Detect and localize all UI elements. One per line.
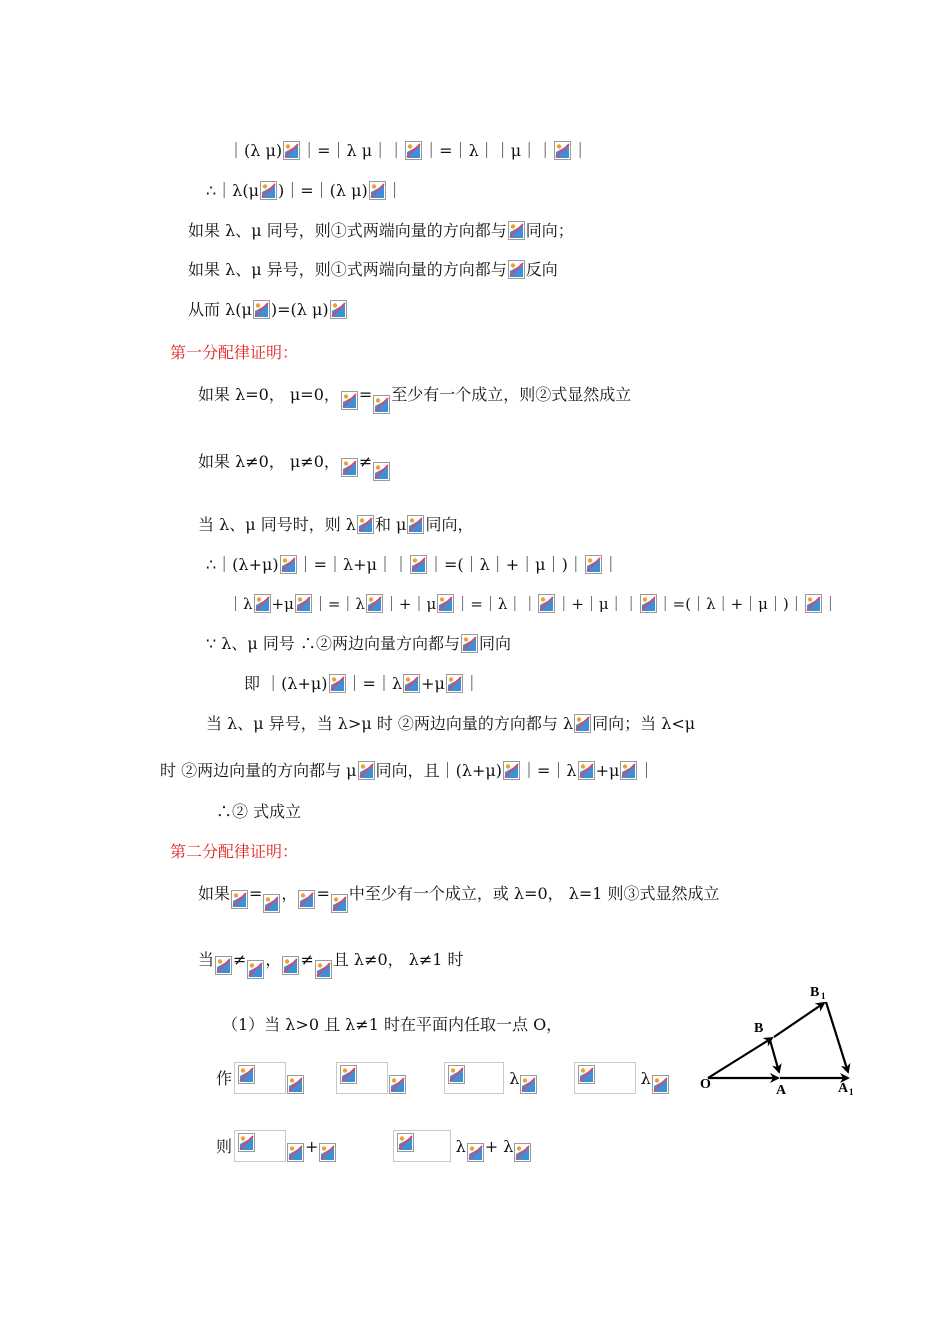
broken-image-icon xyxy=(397,1133,414,1152)
broken-image-icon xyxy=(574,714,591,733)
equation-line-10: ｜λ +μ ｜=｜λ ｜+｜μ ｜=｜λ｜｜ ｜+｜μ｜｜ ｜=(｜λ｜+｜μ｜)｜ ｜ xyxy=(228,595,838,613)
section-heading-first-distributive: 第一分配律证明： xyxy=(170,343,299,362)
broken-image-icon xyxy=(508,260,525,279)
broken-image-icon xyxy=(369,181,386,200)
text-line-17: 当 ≠ ， ≠ 且 λ≠0， λ≠1 时 xyxy=(198,950,464,979)
equation-line-1: ｜(λ μ) ｜=｜λ μ｜｜ ｜=｜λ｜｜μ｜｜ ｜ xyxy=(228,141,589,160)
broken-image-icon xyxy=(578,761,595,780)
vector-diagram xyxy=(700,980,870,1100)
text-line-7: 如果 λ≠0， μ≠0， ≠ xyxy=(198,452,391,481)
broken-image-icon xyxy=(578,1065,595,1084)
broken-image-icon xyxy=(358,761,375,780)
text-line-6: 如果 λ=0， μ=0， = 至少有一个成立，则②式显然成立 xyxy=(198,385,631,414)
image-placeholder-box xyxy=(234,1062,286,1094)
broken-image-icon xyxy=(410,555,427,574)
broken-image-icon xyxy=(254,594,271,613)
broken-image-icon xyxy=(503,761,520,780)
broken-image-icon xyxy=(238,1065,255,1084)
text-line-4: 如果 λ、μ 异号，则①式两端向量的方向都与 反向 xyxy=(188,260,558,279)
broken-image-icon xyxy=(508,221,525,240)
label-B: B xyxy=(754,1021,764,1036)
text-line-11: ∵ λ、μ 同号 ∴②两边向量方向都与 同向 xyxy=(206,634,511,653)
broken-image-icon xyxy=(253,300,270,319)
text-line-8: 当 λ、μ 同号时，则 λ 和 μ 同向， xyxy=(198,515,474,534)
equation-line-12: 即 ｜(λ+μ) ｜=｜λ +μ ｜ xyxy=(244,674,480,693)
text-line-13: 当 λ、μ 异号，当 λ>μ 时 ②两边向量的方向都与 λ 同向；当 λ<μ xyxy=(206,714,696,733)
broken-image-icon xyxy=(331,894,348,913)
broken-image-icon xyxy=(282,956,299,975)
broken-image-icon xyxy=(585,555,602,574)
text-line-16: 如果 = ， = 中至少有一个成立，或 λ=0， λ=1 则③式显然成立 xyxy=(198,884,720,913)
broken-image-icon xyxy=(329,674,346,693)
broken-image-icon xyxy=(295,594,312,613)
broken-image-icon xyxy=(238,1133,255,1152)
broken-image-icon xyxy=(389,1075,406,1094)
broken-image-icon xyxy=(341,458,358,477)
broken-image-icon xyxy=(373,395,390,414)
broken-image-icon xyxy=(446,674,463,693)
equation-line-9: ∴｜(λ+μ) ｜=｜λ+μ｜｜ ｜=(｜λ｜+｜μ｜)｜ ｜ xyxy=(206,555,619,574)
equation-line-2: ∴｜λ(μ )｜=｜(λ μ) ｜ xyxy=(206,181,403,200)
result-line: 则 + λ + λ xyxy=(216,1130,532,1162)
broken-image-icon xyxy=(215,956,232,975)
broken-image-icon xyxy=(341,391,358,410)
broken-image-icon xyxy=(461,634,478,653)
broken-image-icon xyxy=(652,1075,669,1094)
broken-image-icon xyxy=(330,300,347,319)
broken-image-icon xyxy=(467,1143,484,1162)
broken-image-icon xyxy=(448,1065,465,1084)
broken-image-icon xyxy=(263,894,280,913)
broken-image-icon xyxy=(405,141,422,160)
broken-image-icon xyxy=(366,594,383,613)
broken-image-icon xyxy=(280,555,297,574)
broken-image-icon xyxy=(231,890,248,909)
broken-image-icon xyxy=(315,960,332,979)
construction-line: 作 λ λ xyxy=(216,1062,670,1094)
broken-image-icon xyxy=(640,594,657,613)
text-line-15: ∴② 式成立 xyxy=(216,802,302,821)
broken-image-icon xyxy=(298,890,315,909)
broken-image-icon xyxy=(403,674,420,693)
label-B1-sub: 1 xyxy=(821,991,826,1001)
broken-image-icon xyxy=(247,960,264,979)
broken-image-icon xyxy=(283,141,300,160)
broken-image-icon xyxy=(260,181,277,200)
vector-BB1 xyxy=(774,1003,824,1037)
vector-B1A1 xyxy=(826,1002,848,1072)
broken-image-icon xyxy=(287,1143,304,1162)
image-placeholder-box xyxy=(574,1062,636,1094)
broken-image-icon xyxy=(437,594,454,613)
broken-image-icon xyxy=(357,515,374,534)
broken-image-icon xyxy=(373,462,390,481)
broken-image-icon xyxy=(805,594,822,613)
label-A1-sub: 1 xyxy=(849,1087,854,1097)
image-placeholder-box xyxy=(336,1062,388,1094)
broken-image-icon xyxy=(407,515,424,534)
text-line-5: 从而 λ(μ )=(λ μ) xyxy=(188,300,348,320)
broken-image-icon xyxy=(620,761,637,780)
image-placeholder-box xyxy=(393,1130,451,1162)
broken-image-icon xyxy=(319,1143,336,1162)
text-line-18: （1）当 λ>0 且 λ≠1 时在平面内任取一点 O， xyxy=(222,1015,563,1034)
label-O: O xyxy=(700,1077,711,1092)
broken-image-icon xyxy=(538,594,555,613)
text-line-14: 时 ②两边向量的方向都与 μ 同向，且｜(λ+μ) ｜=｜λ +μ ｜ xyxy=(160,761,655,780)
label-A1: A xyxy=(838,1081,849,1096)
image-placeholder-box xyxy=(234,1130,286,1162)
broken-image-icon xyxy=(520,1075,537,1094)
broken-image-icon xyxy=(554,141,571,160)
label-A: A xyxy=(776,1083,787,1098)
section-heading-second-distributive: 第二分配律证明： xyxy=(170,842,299,861)
vector-OB xyxy=(708,1038,772,1078)
image-placeholder-box xyxy=(444,1062,504,1094)
vector-BA xyxy=(770,1040,779,1072)
broken-image-icon xyxy=(340,1065,357,1084)
broken-image-icon xyxy=(514,1143,531,1162)
label-B1: B xyxy=(810,985,820,1000)
broken-image-icon xyxy=(287,1075,304,1094)
text-line-3: 如果 λ、μ 同号，则①式两端向量的方向都与 同向； xyxy=(188,221,574,240)
